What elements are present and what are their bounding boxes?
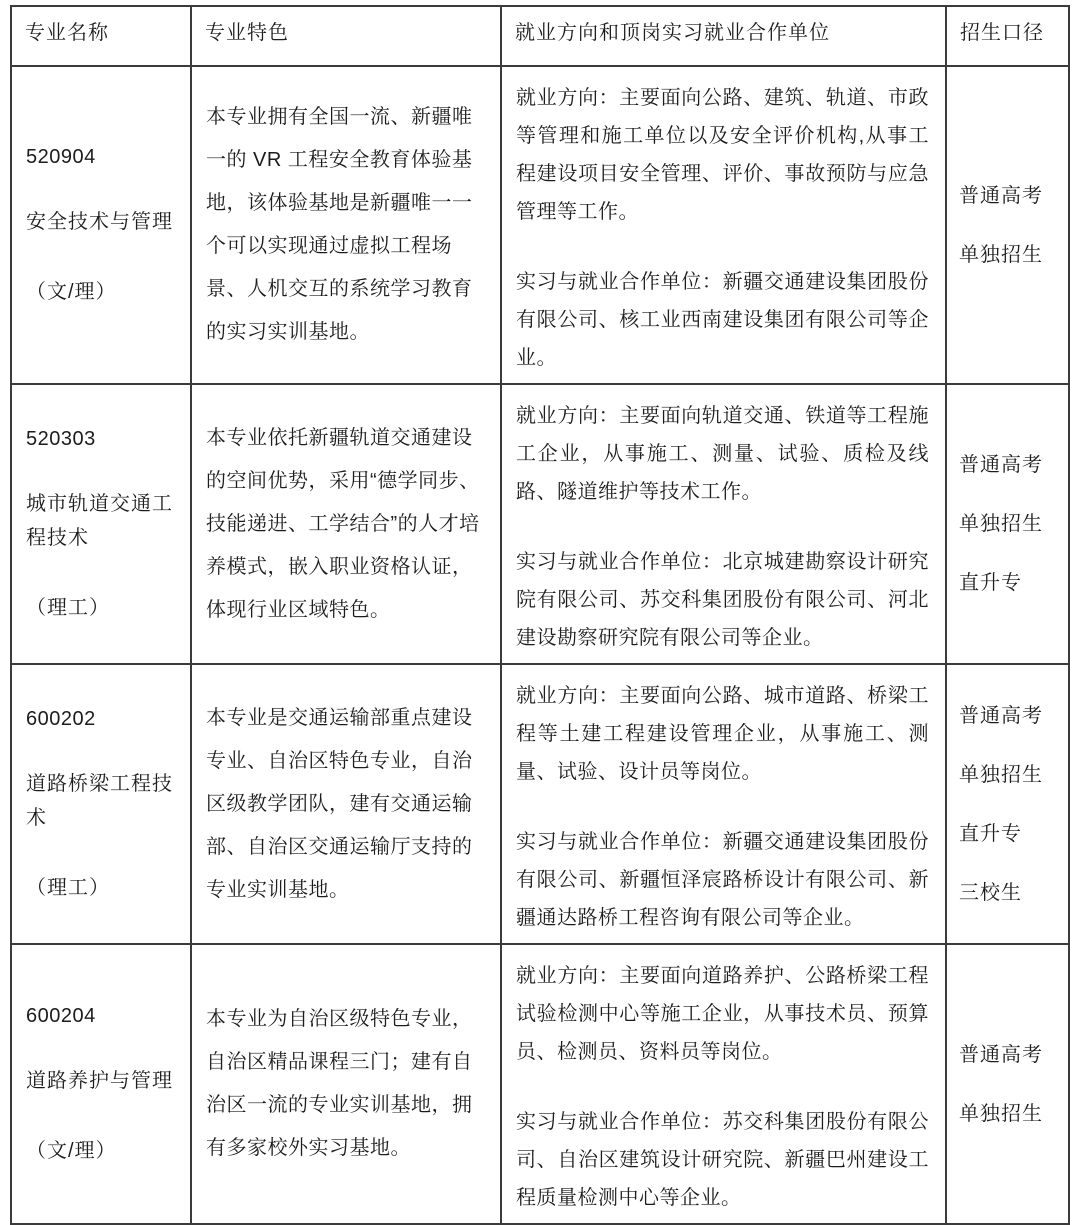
enrollment-cell xyxy=(946,66,1069,384)
enrollment-item: 普通高考 xyxy=(959,184,1043,207)
feature-cell xyxy=(191,66,501,384)
employment-cell xyxy=(501,384,946,664)
employment-cell xyxy=(501,944,946,1224)
table-row xyxy=(11,944,1069,1224)
enrollment-item: 三校生 xyxy=(959,881,1022,904)
majors-table xyxy=(10,5,1070,1225)
enrollment-cell xyxy=(946,664,1069,944)
enrollment-item: 普通高考 xyxy=(959,1043,1043,1066)
enrollment-item: 单独招生 xyxy=(959,763,1043,786)
major-name: 安全技术与管理 xyxy=(26,211,173,233)
employment-direction-text: 就业方向：主要面向公路、城市道路、桥梁工程等土建工程建设管理企业，从事施工、测量、试验、设计员等岗位。 xyxy=(516,685,929,783)
major-cell xyxy=(11,66,191,384)
feature-cell xyxy=(191,384,501,664)
major-code: 520904 xyxy=(26,146,96,168)
header-major-name: 专业名称 xyxy=(11,6,191,66)
header-enrollment: 招生口径 xyxy=(946,6,1069,66)
major-code: 520303 xyxy=(26,428,96,450)
major-feature-text: 本专业为自治区级特色专业，自治区精品课程三门；建有自治区一流的专业实训基地，拥有多家校外实习基地。 xyxy=(206,1008,473,1159)
enrollment-item: 直升专 xyxy=(959,822,1022,845)
major-name: 道路桥梁工程技术 xyxy=(26,773,173,829)
major-feature-text: 本专业依托新疆轨道交通建设的空间优势，采用“德学同步、技能递进、工学结合”的人才培养模式，嵌入职业资格认证，体现行业区域特色。 xyxy=(206,426,480,621)
major-category: （理工） xyxy=(26,597,110,619)
major-cell xyxy=(11,944,191,1224)
table-header-row xyxy=(11,6,1069,66)
cooperation-units-text: 实习与就业合作单位：苏交科集团股份有限公司、自治区建筑设计研究院、新疆巴州建设工程质量检测中心等企业。 xyxy=(516,1111,929,1209)
employment-direction-text: 就业方向：主要面向公路、建筑、轨道、市政等管理和施工单位以及安全评价机构,从事工程建设项目安全管理、评价、事故预防与应急管理等工作。 xyxy=(516,87,929,223)
enrollment-item: 单独招生 xyxy=(959,513,1043,535)
major-code: 600202 xyxy=(26,708,96,730)
employment-direction-text: 就业方向：主要面向轨道交通、铁道等工程施工企业，从事施工、测量、试验、质检及线路、隧道维护等技术工作。 xyxy=(516,405,929,503)
feature-cell xyxy=(191,944,501,1224)
enrollment-item: 直升专 xyxy=(959,572,1022,594)
table-row xyxy=(11,384,1069,664)
major-category: （文/理） xyxy=(26,281,117,303)
major-feature-text: 本专业拥有全国一流、新疆唯一的 VR 工程安全教育体验基地，该体验基地是新疆唯一一个可以实现通过虚拟工程场景、人机交互的系统学习教育的实习实训基地。 xyxy=(206,106,473,343)
enrollment-cell xyxy=(946,944,1069,1224)
header-employment: 就业方向和顶岗实习就业合作单位 xyxy=(501,6,946,66)
major-name: 城市轨道交通工程技术 xyxy=(26,493,173,549)
cooperation-units-text: 实习与就业合作单位：北京城建勘察设计研究院有限公司、苏交科集团股份有限公司、河北建设勘察研究院有限公司等企业。 xyxy=(516,551,929,649)
cooperation-units-text: 实习与就业合作单位：新疆交通建设集团股份有限公司、核工业西南建设集团有限公司等企业。 xyxy=(516,271,929,369)
employment-cell xyxy=(501,664,946,944)
employment-direction-text: 就业方向：主要面向道路养护、公路桥梁工程试验检测中心等施工企业，从事技术员、预算员、检测员、资料员等岗位。 xyxy=(516,965,929,1063)
major-category: （理工） xyxy=(26,877,110,899)
enrollment-item: 单独招生 xyxy=(959,1102,1043,1125)
header-major-feature: 专业特色 xyxy=(191,6,501,66)
employment-cell xyxy=(501,66,946,384)
enrollment-cell xyxy=(946,384,1069,664)
feature-cell xyxy=(191,664,501,944)
enrollment-item: 普通高考 xyxy=(959,704,1043,727)
major-code: 600204 xyxy=(26,1005,96,1027)
enrollment-item: 单独招生 xyxy=(959,243,1043,266)
cooperation-units-text: 实习与就业合作单位：新疆交通建设集团股份有限公司、新疆恒泽宸路桥设计有限公司、新疆通达路桥工程咨询有限公司等企业。 xyxy=(516,831,929,929)
table-row xyxy=(11,66,1069,384)
enrollment-item: 普通高考 xyxy=(959,454,1043,476)
major-category: （文/理） xyxy=(26,1140,117,1162)
major-name: 道路养护与管理 xyxy=(26,1070,173,1092)
major-feature-text: 本专业是交通运输部重点建设专业、自治区特色专业，自治区级教学团队，建有交通运输部、自治区交通运输厅支持的专业实训基地。 xyxy=(206,706,473,901)
major-cell xyxy=(11,664,191,944)
table-row xyxy=(11,664,1069,944)
major-cell xyxy=(11,384,191,664)
